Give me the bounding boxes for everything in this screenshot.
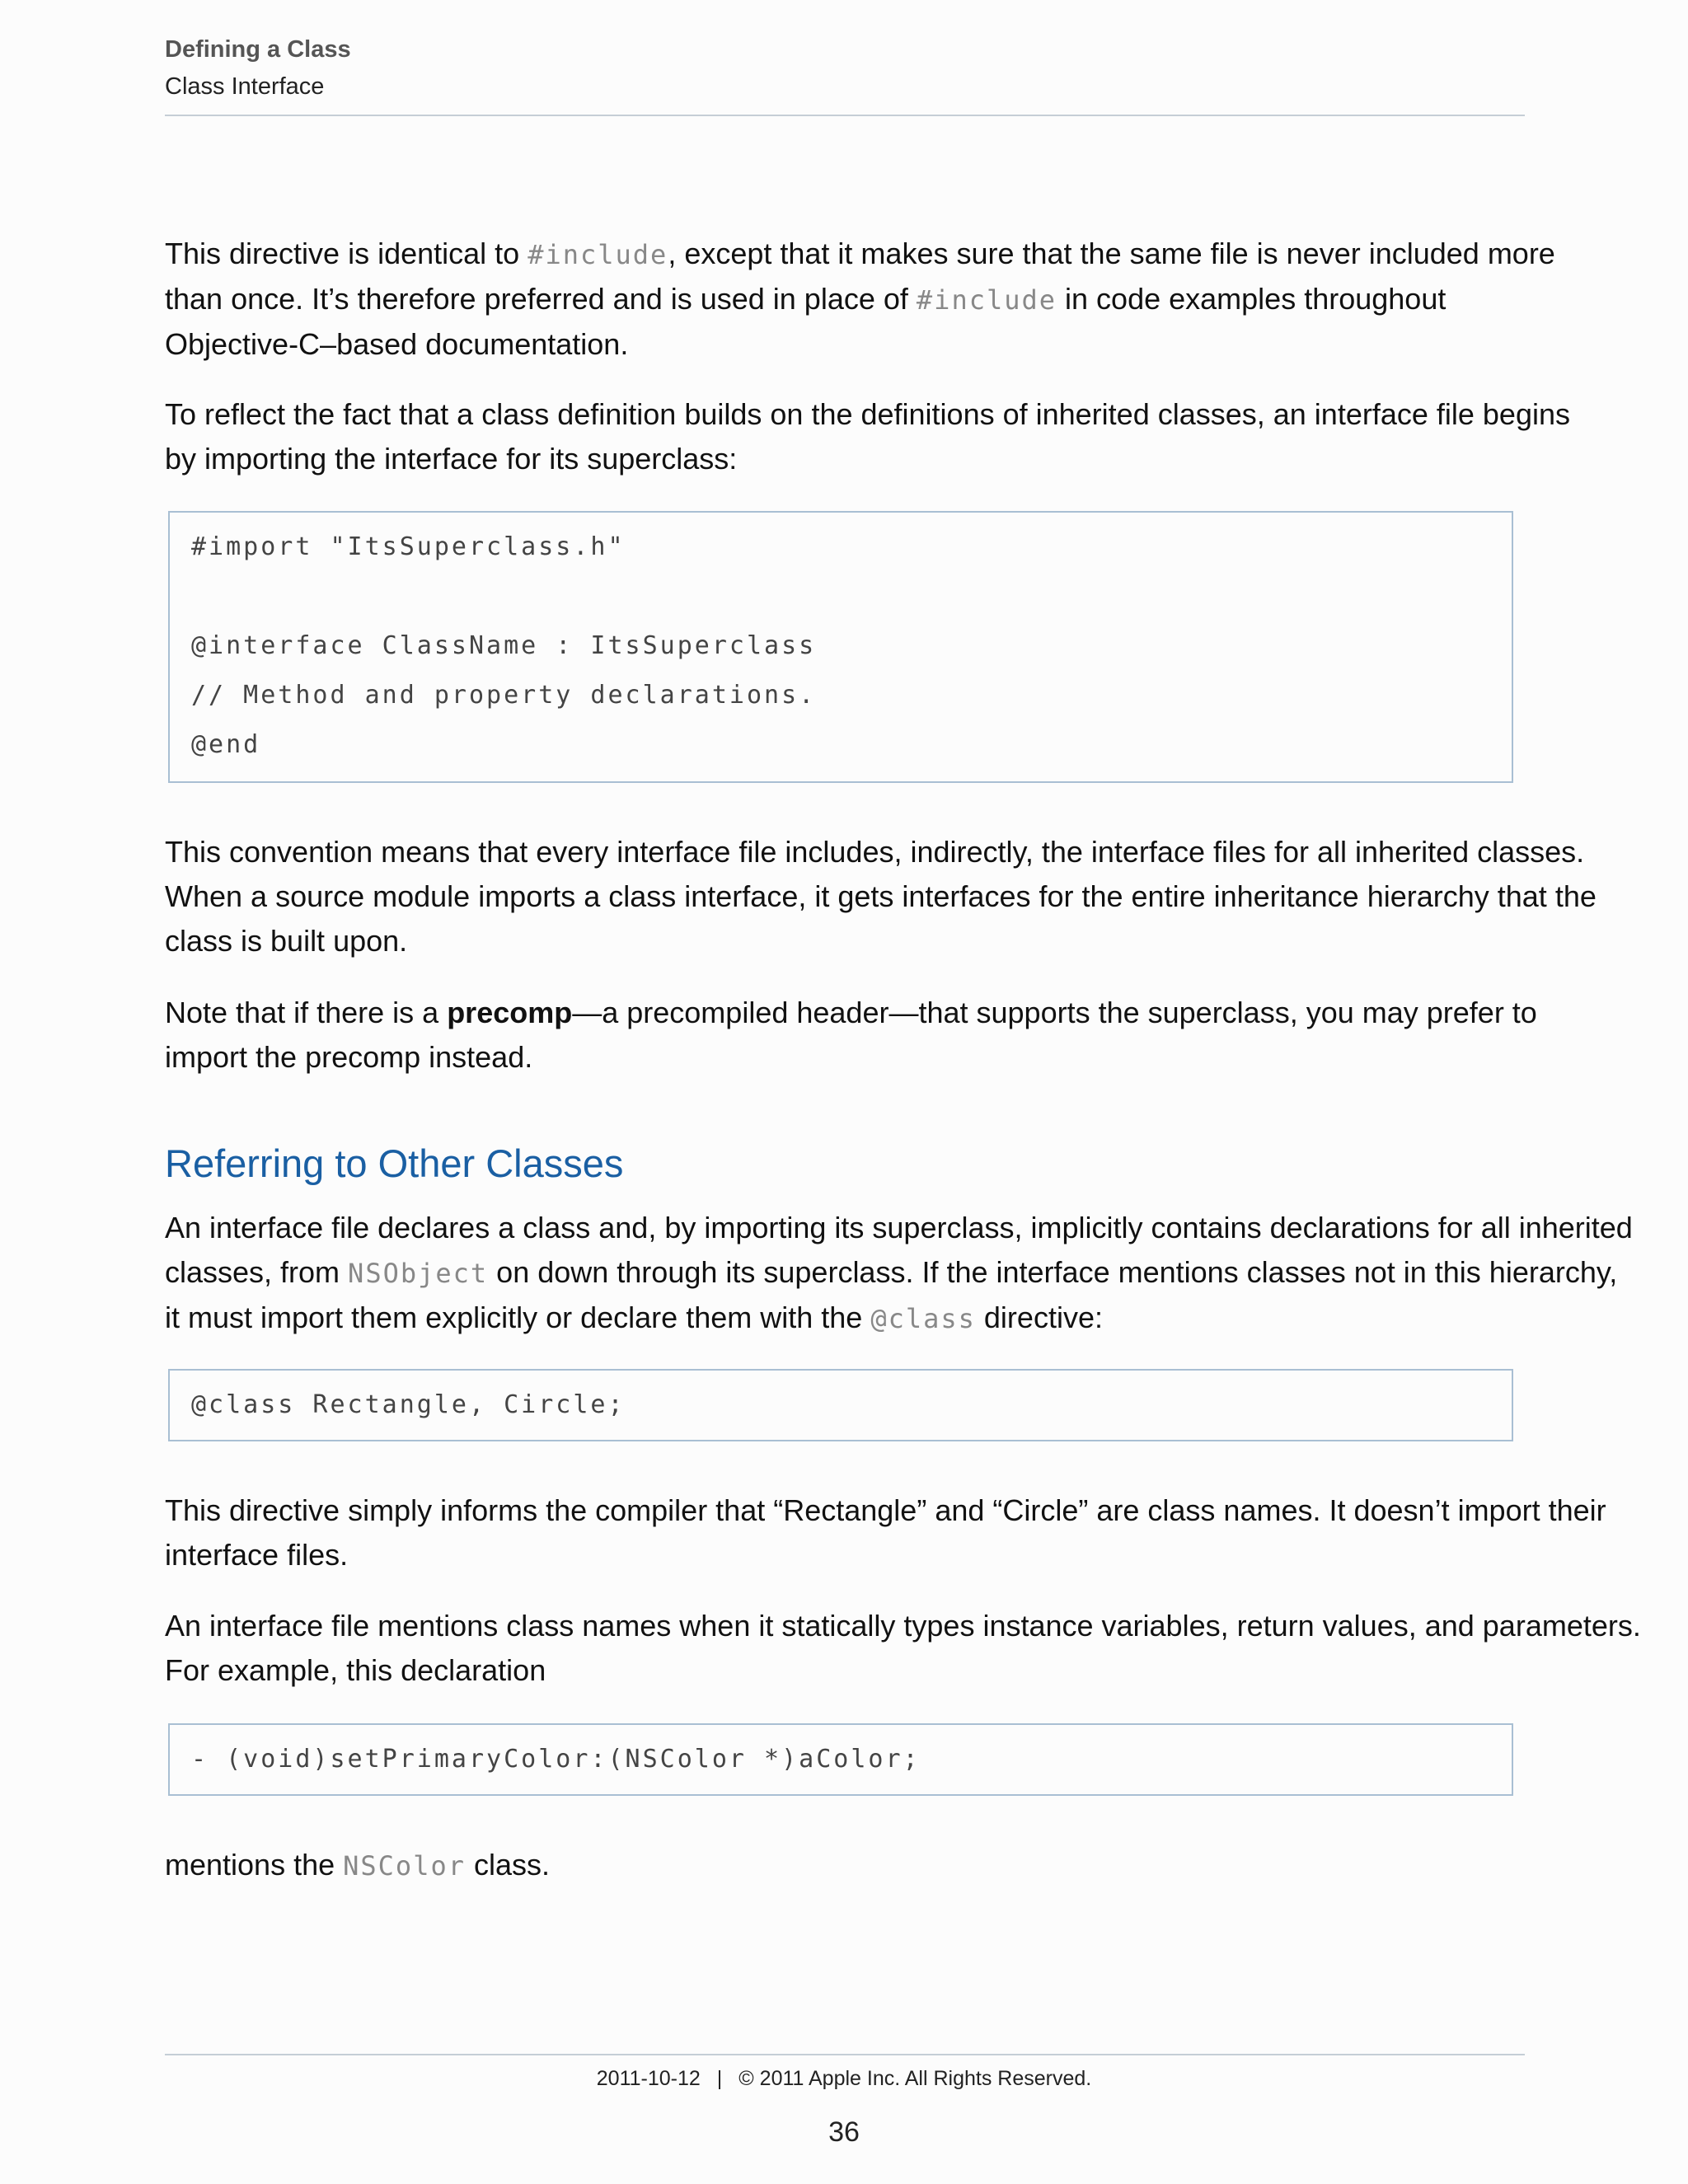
- paragraph-line: [165, 232, 1555, 277]
- footer-separator: |: [716, 2067, 723, 2090]
- code-line: @class Rectangle, Circle;: [191, 1390, 626, 1419]
- inline-code: @class: [870, 1303, 976, 1334]
- paragraph-line: [165, 1296, 1533, 1341]
- text-run: mentions the: [165, 1848, 344, 1882]
- paragraph-line: An interface file mentions class names when it statically types instance variables, return values, and parameters.: [165, 1609, 1641, 1643]
- paragraph-class-names: [165, 1604, 1641, 1693]
- inline-code: NSColor: [343, 1850, 466, 1882]
- text-run: than once. It’s therefore preferred and is used in place of: [165, 282, 917, 316]
- paragraph-directive-informs: [165, 1488, 1606, 1577]
- header-divider: [165, 115, 1525, 116]
- footer-copyright: © 2011 Apple Inc. All Rights Reserved.: [738, 2067, 1092, 2090]
- page-number: 36: [828, 2116, 860, 2148]
- paragraph-mentions-nscolor: [165, 1843, 1533, 1888]
- footer-copyright-line: [0, 2067, 1688, 2091]
- paragraph-line: When a source module imports a class interface, it gets interfaces for the entire inheritance hierarchy that the: [165, 879, 1597, 913]
- footer-divider: [165, 2054, 1525, 2055]
- paragraph-line: [165, 277, 1533, 322]
- inline-code: NSObject: [348, 1258, 489, 1289]
- code-line: - (void)setPrimaryColor:(NSColor *)aColor;: [191, 1745, 921, 1774]
- paragraph-line: For example, this declaration: [165, 1653, 546, 1687]
- code-block-class-directive: [168, 1369, 1513, 1441]
- paragraph-line: [165, 991, 1537, 1035]
- text-run: it must import them explicitly or declare them with the: [165, 1301, 871, 1334]
- paragraph-line: Objective-C–based documentation.: [165, 327, 629, 361]
- paragraph-include-directive: [165, 232, 1555, 367]
- paragraph-convention: [165, 830, 1597, 963]
- code-block-interface: [168, 511, 1513, 783]
- running-header-chapter: Defining a Class: [165, 36, 351, 63]
- text-run: on down through its superclass. If the interface mentions classes not in this hierarchy,: [488, 1255, 1618, 1289]
- bold-term: precomp: [447, 996, 573, 1029]
- paragraph-other-classes: [165, 1206, 1633, 1341]
- text-run: This directive is identical to: [165, 237, 528, 270]
- code-block-declaration: [168, 1723, 1513, 1796]
- text-run: Note that if there is a: [165, 996, 448, 1029]
- text-run: —a precompiled header—that supports the superclass, you may prefer to: [572, 996, 1537, 1029]
- footer-date: 2011-10-12: [596, 2067, 701, 2090]
- text-run: classes, from: [165, 1255, 349, 1289]
- paragraph-line: import the precomp instead.: [165, 1040, 533, 1074]
- running-header-section: Class Interface: [165, 73, 325, 100]
- text-run: in code examples throughout: [1057, 282, 1447, 316]
- paragraph-line: [165, 1843, 1533, 1888]
- paragraph-line: This directive simply informs the compiler that “Rectangle” and “Circle” are class names. It doesn’t import their: [165, 1493, 1606, 1527]
- code-line: @end: [191, 730, 261, 759]
- section-heading: Referring to Other Classes: [165, 1141, 624, 1185]
- paragraph-superclass-import: [165, 392, 1570, 481]
- paragraph-line: To reflect the fact that a class definition builds on the definitions of inherited classes, an interface file begins: [165, 397, 1570, 431]
- code-line: // Method and property declarations.: [191, 681, 817, 710]
- code-line: @interface ClassName : ItsSuperclass: [191, 631, 817, 660]
- inline-code: #include: [916, 284, 1057, 316]
- paragraph-line: interface files.: [165, 1538, 349, 1572]
- paragraph-line: [165, 1250, 1618, 1296]
- paragraph-line: An interface file declares a class and, by importing its superclass, implicitly contains declarations for all inherited: [165, 1211, 1633, 1244]
- inline-code: #include: [528, 239, 668, 270]
- paragraph-line: This convention means that every interface file includes, indirectly, the interface files for all inherited classes.: [165, 835, 1585, 869]
- code-line: #import "ItsSuperclass.h": [191, 532, 626, 561]
- text-run: , except that it makes sure that the same file is never included more: [668, 237, 1555, 270]
- paragraph-precomp-note: [165, 991, 1537, 1080]
- paragraph-line: by importing the interface for its superclass:: [165, 442, 738, 476]
- paragraph-line: class is built upon.: [165, 924, 408, 958]
- text-run: directive:: [975, 1301, 1103, 1334]
- text-run: class.: [465, 1848, 551, 1882]
